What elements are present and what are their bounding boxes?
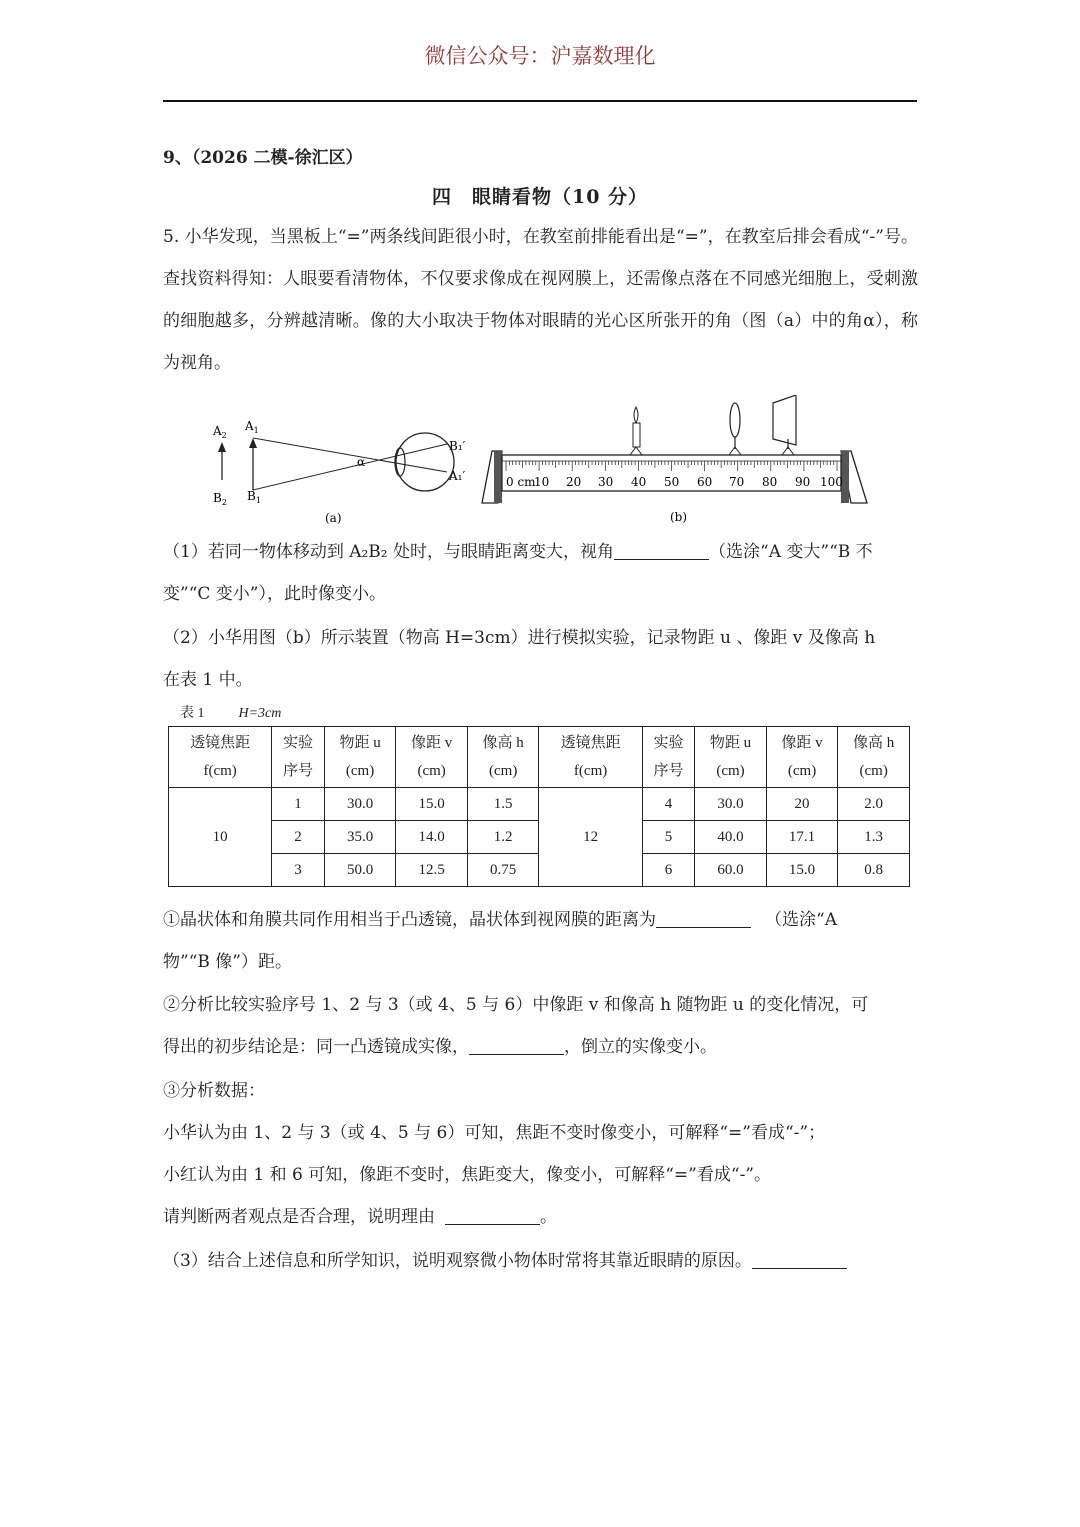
figure-b-caption: (b) bbox=[670, 510, 688, 524]
th-focal-r: 透镜焦距 f(cm) bbox=[539, 727, 642, 788]
tick-label-0: 0 cm bbox=[506, 475, 536, 489]
cell: 3 bbox=[272, 854, 325, 887]
q2-line1: （2）小华用图（b）所示装置（物高 H=3cm）进行模拟实验，记录物距 u 、像距 v 及像高 h bbox=[163, 628, 876, 648]
cell: 1 bbox=[272, 788, 325, 821]
s2-line1: ②分析比较实验序号 1、2 与 3（或 4、5 与 6）中像距 v 和像高 h 随物距 u 的变化情况，可 bbox=[163, 995, 869, 1015]
candle-icon bbox=[630, 407, 642, 455]
tick-label-80: 80 bbox=[762, 475, 778, 489]
table-row bbox=[169, 788, 910, 821]
cell: 1.5 bbox=[467, 788, 539, 821]
label-a2: $A_2$ bbox=[213, 424, 227, 440]
header-rule bbox=[163, 100, 917, 102]
th-focal-l: 透镜焦距 f(cm) bbox=[169, 727, 272, 788]
lens-icon bbox=[729, 403, 741, 455]
cell: 20 bbox=[766, 788, 838, 821]
wechat-header: 微信公众号：沪嘉数理化 bbox=[424, 44, 656, 68]
cell: 40.0 bbox=[695, 821, 767, 854]
cell: 6 bbox=[642, 854, 695, 887]
figure-b-optical-bench bbox=[478, 395, 873, 530]
cell: 2 bbox=[272, 821, 325, 854]
th-h-l: 像高 h (cm) bbox=[467, 727, 539, 788]
cell: 60.0 bbox=[695, 854, 767, 887]
label-b1: $B_1$ bbox=[247, 489, 261, 505]
cell: 1.2 bbox=[467, 821, 539, 854]
tick-label-40: 40 bbox=[631, 475, 647, 489]
s2-blank[interactable] bbox=[469, 1037, 564, 1055]
s1-line2: 物”“B 像”）距。 bbox=[163, 952, 292, 972]
figure-a-eye-diagram bbox=[205, 410, 480, 530]
s1-blank[interactable] bbox=[656, 910, 751, 928]
q1-blank[interactable] bbox=[614, 542, 709, 560]
section-title: 四 眼睛看物（10 分） bbox=[431, 186, 649, 208]
cell: 15.0 bbox=[396, 788, 468, 821]
q3-blank[interactable] bbox=[752, 1251, 847, 1269]
th-v-r: 像距 v (cm) bbox=[766, 727, 838, 788]
q1-line2: 变”“C 变小”），此时像变小。 bbox=[163, 584, 386, 604]
th-no-r: 实验 序号 bbox=[642, 727, 695, 788]
cell: 5 bbox=[642, 821, 695, 854]
s3-heading: ③分析数据： bbox=[163, 1081, 265, 1101]
cell: 30.0 bbox=[324, 788, 396, 821]
q2-line2: 在表 1 中。 bbox=[163, 670, 253, 690]
s3-xiaohua: 小华认为由 1、2 与 3（或 4、5 与 6）可知，焦距不变时像变小，可解释“=”看成“-”； bbox=[163, 1123, 826, 1143]
q3-line: （3）结合上述信息和所学知识，说明观察微小物体时常将其靠近眼睛的原因。 bbox=[163, 1246, 847, 1271]
tick-label-30: 30 bbox=[598, 475, 614, 489]
q1-line1: （1）若同一物体移动到 A₂B₂ 处时，与眼睛距离变大，视角 （选涂“A 变大”“B 不 bbox=[163, 542, 873, 562]
figure-a-caption: (a) bbox=[325, 511, 342, 525]
tick-label-20: 20 bbox=[566, 475, 582, 489]
s3-xiaohong: 小红认为由 1 和 6 可知，像距不变时，焦距变大，像变小，可解释“=”看成“-”。 bbox=[163, 1165, 771, 1185]
tick-label-10: 10 bbox=[534, 475, 550, 489]
cell: 15.0 bbox=[766, 854, 838, 887]
table-caption: 表 1 H=3cm bbox=[180, 706, 282, 721]
th-h-r: 像高 h (cm) bbox=[838, 727, 910, 788]
s3-judge: 请判断两者观点是否合理，说明理由 。 bbox=[163, 1207, 557, 1227]
tick-label-100: 100 bbox=[820, 475, 843, 489]
tick-label-90: 90 bbox=[795, 475, 811, 489]
label-b1-prime: B₁′ bbox=[449, 439, 466, 453]
tick-label-60: 60 bbox=[697, 475, 713, 489]
th-no-l: 实验 序号 bbox=[272, 727, 325, 788]
label-a1-prime: A₁′ bbox=[449, 469, 466, 483]
table-header-row bbox=[169, 727, 910, 788]
label-a1: $A_1$ bbox=[245, 419, 259, 435]
focal-right-cell: 12 bbox=[539, 788, 642, 887]
cell: 14.0 bbox=[396, 821, 468, 854]
s2-line2: 得出的初步结论是：同一凸透镜成实像， ，倒立的实像变小。 bbox=[163, 1037, 717, 1057]
cell: 17.1 bbox=[766, 821, 838, 854]
tick-label-50: 50 bbox=[664, 475, 680, 489]
s3-blank[interactable] bbox=[445, 1207, 540, 1225]
focal-left-cell: 10 bbox=[169, 788, 272, 887]
cell: 12.5 bbox=[396, 854, 468, 887]
th-u-l: 物距 u (cm) bbox=[324, 727, 396, 788]
tick-label-70: 70 bbox=[729, 475, 745, 489]
intro-paragraph: 5. 小华发现，当黑板上“=”两条线间距很小时，在教室前排能看出是“=”，在教室后排会看成“-”号。查找资料得知：人眼要看清物体，不仅要求像成在视网膜上，还需像点落在不同感光细胞上，受刺激的细胞越多，分辨越清晰。像的大小取决于物体对眼睛的光心区所张开的角（图（a）中的角α），称为视角。 bbox=[163, 227, 918, 373]
screen-icon bbox=[773, 395, 796, 455]
cell: 0.8 bbox=[838, 854, 910, 887]
th-u-r: 物距 u (cm) bbox=[695, 727, 767, 788]
question-number: 9、（2026 二模-徐汇区） bbox=[163, 148, 363, 168]
cell: 0.75 bbox=[467, 854, 539, 887]
cell: 50.0 bbox=[324, 854, 396, 887]
cell: 4 bbox=[642, 788, 695, 821]
label-alpha: α bbox=[357, 455, 366, 469]
cell: 35.0 bbox=[324, 821, 396, 854]
cell: 2.0 bbox=[838, 788, 910, 821]
data-table bbox=[168, 726, 910, 887]
s1-line1: ①晶状体和角膜共同作用相当于凸透镜，晶状体到视网膜的距离为 （选涂“A bbox=[163, 910, 837, 930]
th-v-l: 像距 v (cm) bbox=[396, 727, 468, 788]
cell: 30.0 bbox=[695, 788, 767, 821]
label-b2: $B_2$ bbox=[213, 491, 227, 507]
cell: 1.3 bbox=[838, 821, 910, 854]
